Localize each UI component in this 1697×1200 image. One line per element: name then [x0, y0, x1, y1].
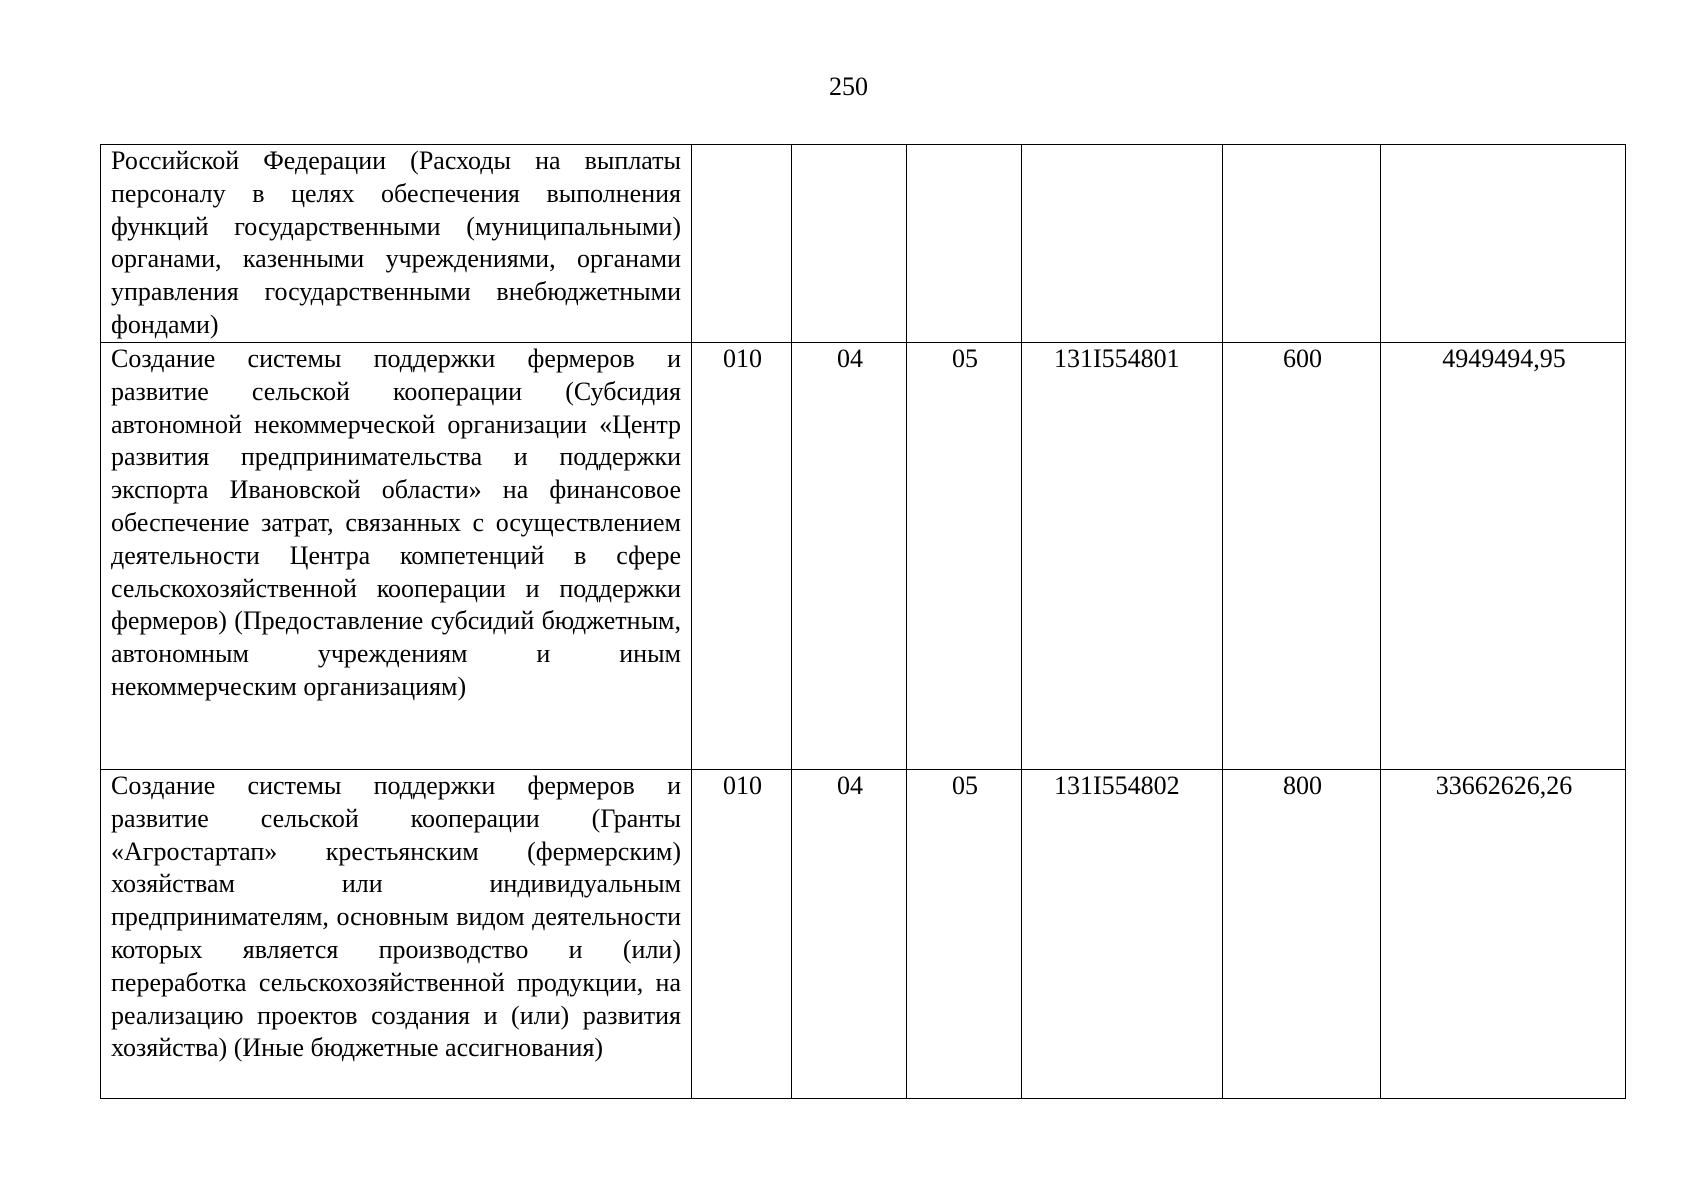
- budget-table: [100, 144, 1626, 1099]
- table-row: [101, 343, 1626, 770]
- amount: [1381, 145, 1626, 343]
- subsection-code: 05: [907, 770, 1022, 1099]
- expense-type-code: 600: [1223, 343, 1381, 770]
- ministry-code: 010: [692, 343, 792, 770]
- target-article-code: 131I554801: [1022, 343, 1223, 770]
- section-code: [792, 145, 907, 343]
- subsection-code: [907, 145, 1022, 343]
- expense-type-code: 800: [1223, 770, 1381, 1099]
- amount: 4949494,95: [1381, 343, 1626, 770]
- ministry-code: [692, 145, 792, 343]
- subsection-code: 05: [907, 343, 1022, 770]
- section-code: 04: [792, 343, 907, 770]
- page-number: 250: [829, 72, 868, 101]
- amount: 33662626,26: [1381, 770, 1626, 1099]
- row-description: Создание системы поддержки фермеров и развитие сельской кооперации (Субсидия автономной некоммерческой организации «Центр развития предпринимательства и поддержки экспорта Ивановской области» на финансовое обеспечение затрат, связанных с осуществлением деятельности Центра компетенций в сфере сельскохозяйственной кооперации и поддержки фермеров) (Предоставление субсидий бюджетным, автономным учреждениям и иным некоммерческим организациям): [101, 343, 692, 770]
- row-description: Российской Федерации (Расходы на выплаты персоналу в целях обеспечения выполнения функций государственными (муниципальными) органами, казенными учреждениями, органами управления государственными внебюджетными фондами): [101, 145, 692, 343]
- target-article-code: 131I554802: [1022, 770, 1223, 1099]
- target-article-code: [1022, 145, 1223, 343]
- ministry-code: 010: [692, 770, 792, 1099]
- row-description: Создание системы поддержки фермеров и развитие сельской кооперации (Гранты «Агростартап» крестьянским (фермерским) хозяйствам или индивидуальным предпринимателям, основным видом деятельности которых является производство и (или) переработка сельскохозяйственной продукции, на реализацию проектов создания и (или) развития хозяйства) (Иные бюджетные ассигнования): [101, 770, 692, 1099]
- table-row: [101, 770, 1626, 1099]
- table-row: [101, 145, 1626, 343]
- section-code: 04: [792, 770, 907, 1099]
- expense-type-code: [1223, 145, 1381, 343]
